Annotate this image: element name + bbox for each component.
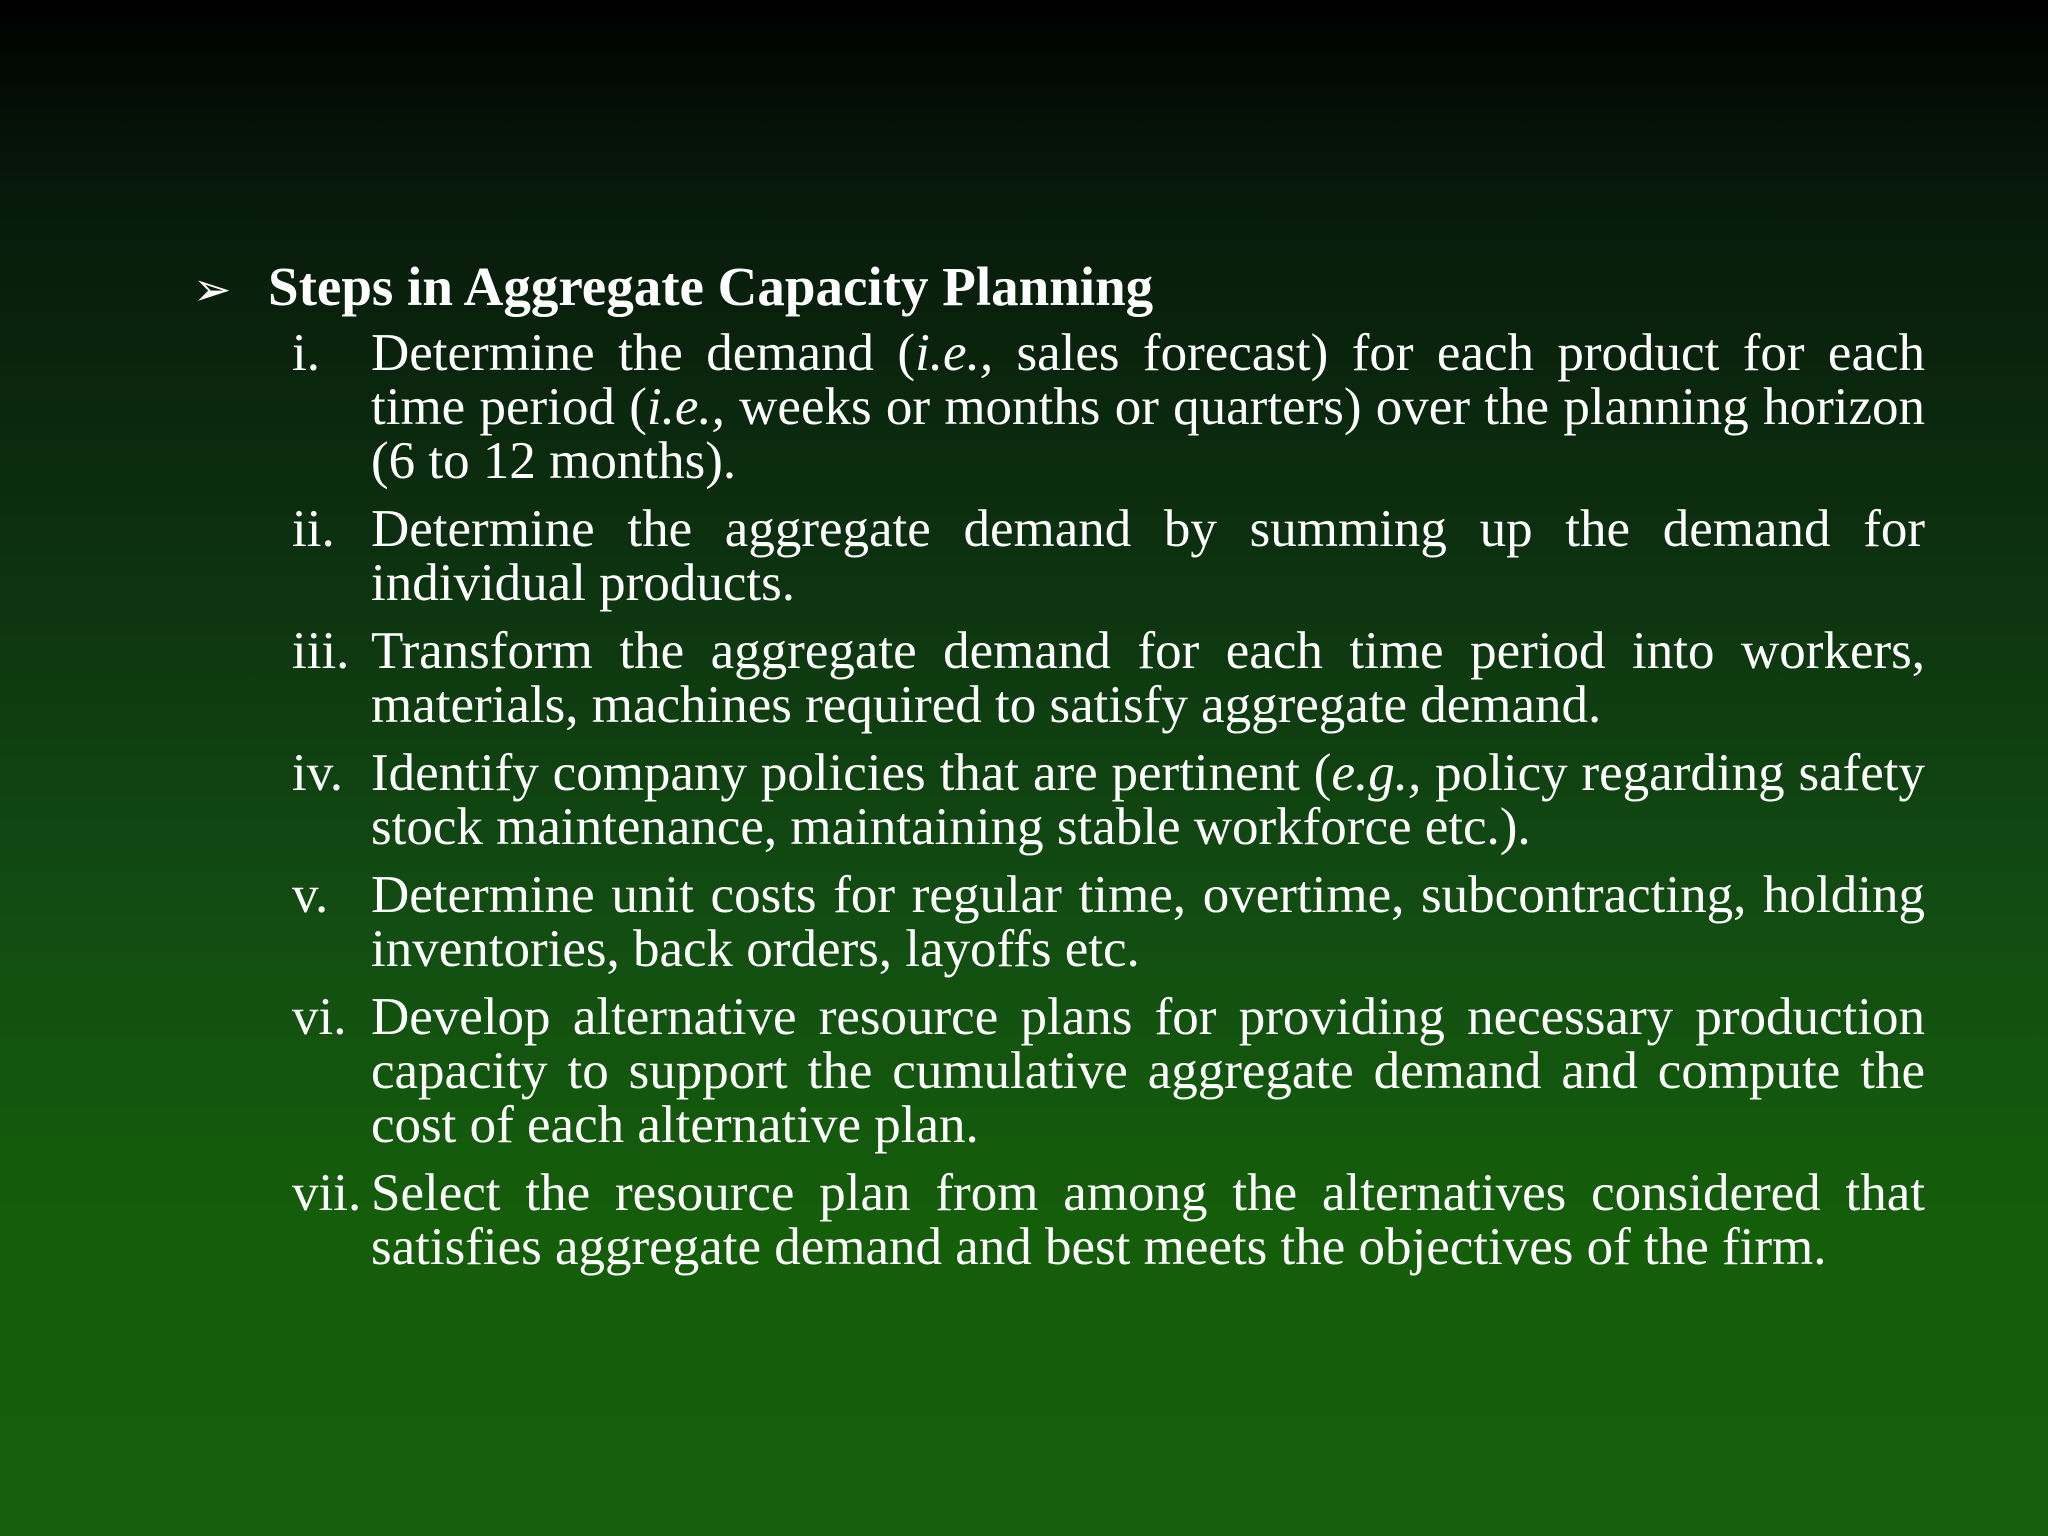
step-item [292, 624, 1925, 732]
step-text-segment: Determine the demand ( [371, 324, 916, 382]
slide-heading [193, 254, 1153, 323]
step-text [371, 624, 1925, 732]
step-text [371, 990, 1925, 1152]
step-text-segment: Determine the aggregate demand by summing up the demand for individual products. [371, 500, 1925, 612]
step-number: v. [292, 866, 329, 924]
step-item [292, 746, 1925, 854]
step-number: i. [292, 324, 320, 382]
step-text [371, 746, 1925, 854]
step-number: vi. [292, 988, 347, 1046]
step-text-segment: sales forecast) for each product for each time period ( [371, 324, 1925, 436]
step-item [292, 1166, 1925, 1274]
arrow-bullet-icon: ➢ [193, 264, 232, 315]
step-text-segment: weeks or months or quarters) over the planning horizon (6 to 12 months). [371, 378, 1925, 490]
step-item [292, 326, 1925, 488]
step-number: iv. [292, 744, 344, 802]
step-text-segment: Develop alternative resource plans for providing necessary production capacity to support the cumulative aggregate demand and compute the cost of each alternative plan. [371, 988, 1925, 1154]
step-text-segment: Select the resource plan from among the alternatives considered that satisfies aggregate demand and best meets the objectives of the firm. [371, 1164, 1925, 1276]
heading-text: Steps in Aggregate Capacity Planning [268, 256, 1154, 317]
step-item [292, 868, 1925, 976]
step-number: ii. [292, 500, 335, 558]
step-text-segment: Transform the aggregate demand for each time period into workers, materials, machines required to satisfy aggregate demand. [371, 622, 1925, 734]
step-text [371, 326, 1925, 488]
step-text-segment: Identify company policies that are pertinent ( [371, 744, 1332, 802]
step-item [292, 990, 1925, 1152]
step-number: vii. [292, 1164, 362, 1222]
step-text [371, 502, 1925, 610]
step-text-segment: policy regarding safety stock maintenance, maintaining stable workforce etc.). [371, 744, 1926, 856]
step-text [371, 868, 1925, 976]
step-text-italic: e.g., [1331, 744, 1422, 802]
steps-list [292, 326, 1925, 1288]
step-number: iii. [292, 622, 350, 680]
step-text-segment: Determine unit costs for regular time, overtime, subcontracting, holding inventories, back orders, layoffs etc. [371, 866, 1925, 978]
step-text-italic: i.e., [915, 324, 994, 382]
step-text [371, 1166, 1925, 1274]
step-item [292, 502, 1925, 610]
step-text-italic: i.e., [646, 378, 725, 436]
